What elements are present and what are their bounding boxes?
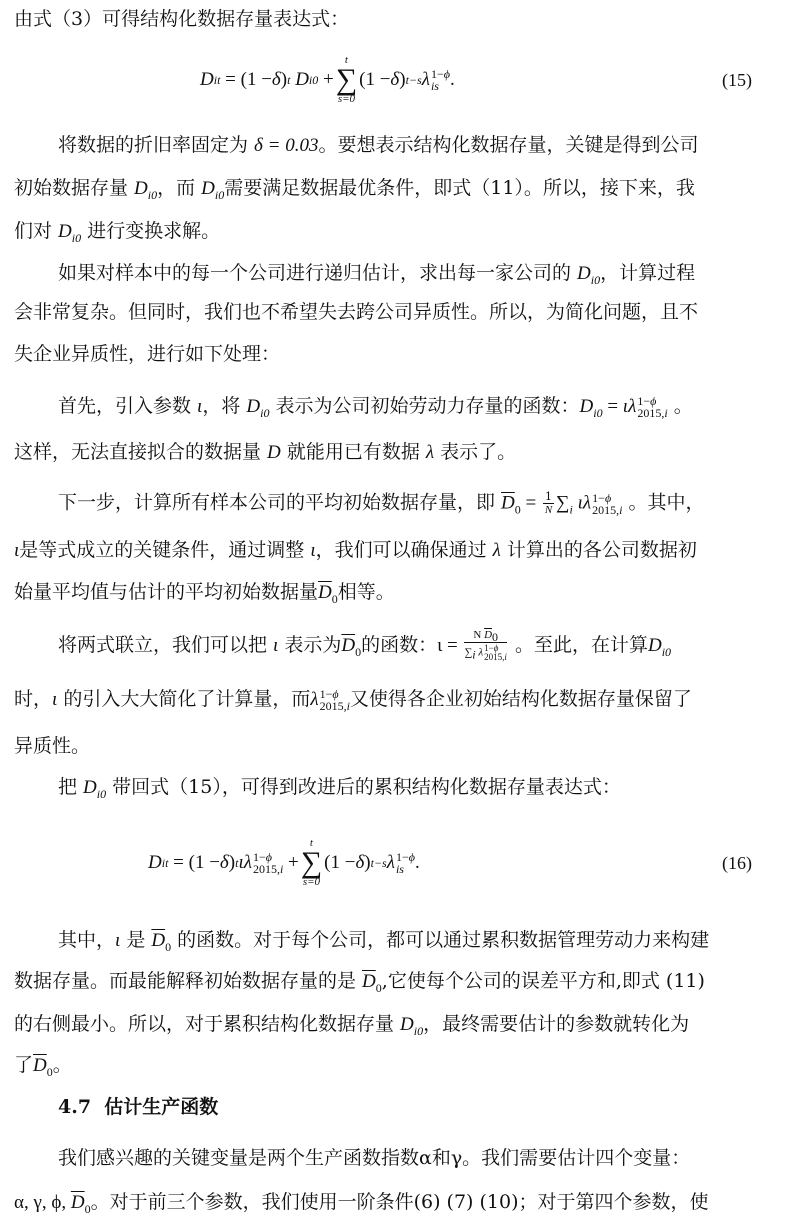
paragraph-depreciation: 将数据的折旧率固定为 δ = 0.03。要想表示结构化数据存量，关键是得到公司: [58, 134, 699, 156]
paragraph-depreciation-2: 初始数据存量 $D_{i0}$，而 $D_{i0}$需要满足数据最优条件，即式（11）。所以，接下来，我: [14, 177, 695, 202]
paragraph-production: 我们感兴趣的关键变量是两个生产函数指数α和γ。我们需要估计四个变量：: [58, 1147, 691, 1169]
paragraph-function: 其中，ι 是 $\overline{D}_0$ 的函数。对于每个公司，都可以通过累积数据管理劳动力来构建: [58, 929, 710, 954]
equation-15-number: (15): [722, 70, 752, 90]
params-list: α, γ, ϕ,: [14, 1192, 71, 1213]
section-number: 4.7: [58, 1096, 92, 1118]
paragraph-function-4: 了$\overline{D}_0$。: [14, 1054, 72, 1079]
paragraph-recursion: 如果对样本中的每一个公司进行递归估计，求出每一家公司的 $D_{i0}$，计算过程: [58, 262, 696, 287]
paragraph-production-2: α, γ, ϕ, $\overline{D}_0$。对于前三个参数，我们使用一阶条件(6) (7) (10)；对于第四个参数，使: [14, 1191, 709, 1216]
paragraph-function-3: 的右侧最小。所以，对于累积结构化数据存量 $D_{i0}$，最终需要估计的参数就转化为: [14, 1013, 690, 1038]
equation-15: [0, 50, 808, 110]
paragraph-substitute: 把 $D_{i0}$ 带回式（15），可得到改进后的累积结构化数据存量表达式：: [58, 776, 621, 801]
delta-value: δ = 0.03: [254, 135, 319, 156]
paragraph-average-3: 始量平均值与估计的平均初始数据量$\overline{D}_0$相等。: [14, 581, 395, 606]
paragraph-intro: [14, 10, 794, 29]
paragraph-recursion-2: 会非常复杂。但同时，我们也不希望失去跨公司异质性。所以，为简化问题，且不: [14, 301, 699, 323]
paragraph-combine-3: 异质性。: [14, 735, 91, 757]
paragraph-combine: 将两式联立，我们可以把 ι 表示为$\overline{D}_0$的函数：ι = N $\overline{D}_0$ $\sum_i$ λ 1−ϕ 2015,i 。至此，在计算$D_{i0}$: [58, 629, 672, 662]
section-title: 估计生产函数: [104, 1096, 219, 1118]
equation-16: [0, 833, 808, 893]
equation-16-body: D it = (1 − δ ) t ιλ 1−ϕ 2015,i + t ∑ s=0 (1 − δ ) t−s λ 1−ϕ is .: [148, 836, 420, 889]
section-heading: [58, 1098, 808, 1117]
paragraph-combine-2: 时，ι 的引入大大简化了计算量，而λ 1−ϕ 2015,i 又使得各企业初始结构化数据存量保留了: [14, 687, 692, 713]
paragraph-depreciation-3: 们对 $D_{i0}$ 进行变换求解。: [14, 220, 221, 245]
equation-15-body: D it = (1 − δ ) t D i0 + t ∑ s=0 (1 − δ ) t−s λ 1−ϕ is .: [200, 53, 455, 106]
equation-16-number: (16): [722, 853, 752, 873]
paragraph-average-2: ι是等式成立的关键条件，通过调整 ι，我们可以确保通过 λ 计算出的各公司数据初: [14, 539, 697, 561]
paragraph-average: 下一步，计算所有样本公司的平均初始数据存量，即 $\overline{D}_0$ = $\frac{1}{N}$ $\sum_i$ ιλ 1−ϕ 2015,i 。其中，: [58, 490, 705, 517]
paragraph-function-2: 数据存量。而最能解释初始数据存量的是 $\overline{D}_0$,它使每个公司的误差平方和,即式 (11): [14, 970, 705, 995]
text-intro: 由式（3）可得结构化数据存量表达式：: [14, 8, 350, 30]
paragraph-parameter-2: 这样，无法直接拟合的数据量 D 就能用已有数据 λ 表示了。: [14, 441, 517, 463]
paragraph-recursion-3: 失企业异质性，进行如下处理：: [14, 343, 281, 365]
paragraph-parameter: 首先，引入参数 ι，将 $D_{i0}$ 表示为公司初始劳动力存量的函数：$D_{i0} = \iota\lambda$ 1−ϕ 2015,i 。: [58, 394, 693, 420]
